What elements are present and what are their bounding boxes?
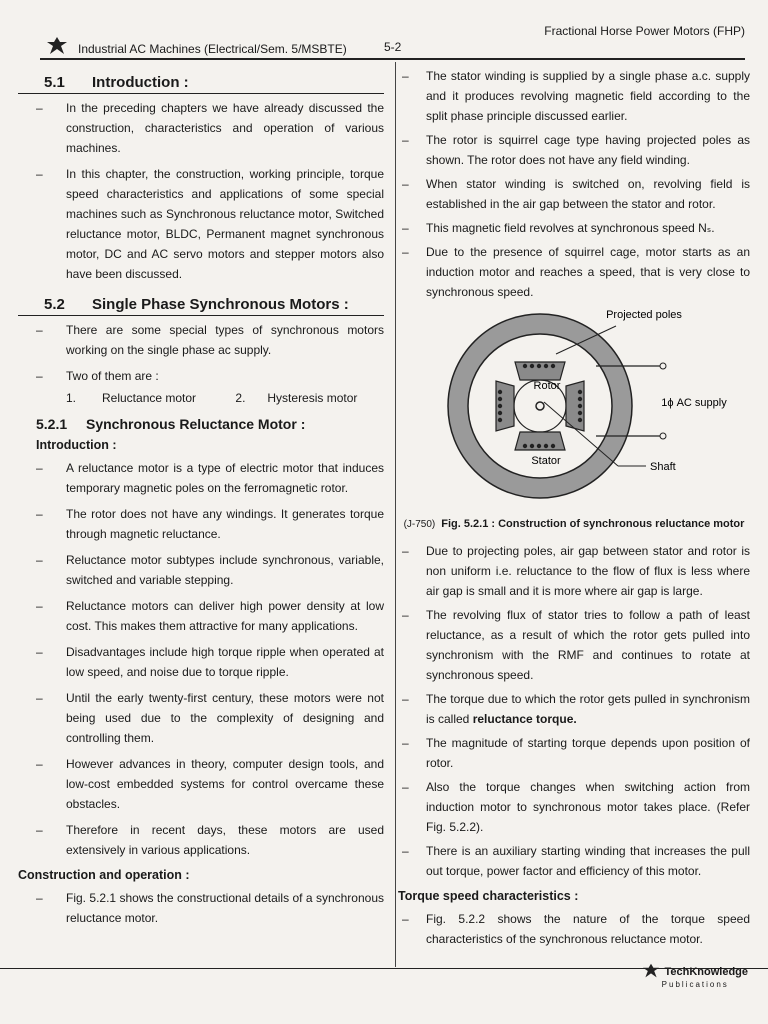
section-5-2-heading: 5.2 Single Phase Synchronous Motors : bbox=[18, 296, 384, 316]
list-item: – Reluctance motors can deliver high power density at low cost. This makes them attractive for many applications. bbox=[18, 596, 384, 636]
figure-5-2-1 bbox=[398, 306, 750, 516]
list-item: – There are some special types of synchronous motors working on the single phase ac supply. bbox=[18, 320, 384, 360]
label-projected-poles: Projected poles bbox=[606, 309, 682, 321]
page-number: 5-2 bbox=[384, 40, 402, 54]
list-item: – Until the early twenty-first century, these motors were not being used due to the complexity of designing and controlling them. bbox=[18, 688, 384, 748]
column-divider bbox=[395, 62, 396, 967]
section-5-2-1-heading: 5.2.1 Synchronous Reluctance Motor : bbox=[36, 416, 306, 432]
reluctance-motor-diagram bbox=[398, 306, 750, 516]
list-item: – Two of them are : bbox=[18, 366, 384, 386]
construction-heading: Construction and operation : bbox=[18, 868, 190, 882]
list-item: – A reluctance motor is a type of electric motor that induces temporary magnetic poles on the ferromagnetic rotor. bbox=[18, 458, 384, 498]
publisher-brand-icon bbox=[642, 963, 660, 979]
list-item: – In this chapter, the construction, working principle, torque speed characteristics and applications of some special machines such as Synchronous reluctance motor, Switched reluctance motor, BLDC, Permanent magnet synchronous motor, DC and AC servo motors and stepper motors also have been discussed. bbox=[18, 164, 384, 284]
book-title: Industrial AC Machines (Electrical/Sem. 5/MSBTE) bbox=[78, 42, 347, 56]
label-shaft: Shaft bbox=[650, 461, 676, 473]
chapter-title: Fractional Horse Power Motors (FHP) bbox=[544, 24, 745, 38]
list-item: – The rotor is squirrel cage type having projected poles as shown. The rotor does not have any field winding. bbox=[398, 130, 750, 170]
list-item: – Fig. 5.2.1 shows the constructional details of a synchronous reluctance motor. bbox=[18, 888, 384, 928]
publisher-brand: TechKnowledge Publications bbox=[642, 962, 748, 989]
list-item: – Disadvantages include high torque ripple when operated at low speed, and noise due to torque ripple. bbox=[18, 642, 384, 682]
list-item: – Due to the presence of squirrel cage, motor starts as an induction motor and reaches a speed, that is very close to synchronous speed. bbox=[398, 242, 750, 302]
list-item: – The rotor does not have any windings. It generates torque through magnetic reluctance. bbox=[18, 504, 384, 544]
list-item: – In the preceding chapters we have already discussed the construction, characteristics and operation of various machines. bbox=[18, 98, 384, 158]
torque-speed-heading: Torque speed characteristics : bbox=[398, 889, 579, 903]
list-item: – However advances in theory, computer design tools, and low-cost embedded systems for control overcame these obstacles. bbox=[18, 754, 384, 814]
introduction-heading: Introduction : bbox=[36, 438, 117, 452]
section-5-1-heading: 5.1 Introduction : bbox=[18, 74, 384, 94]
list-item: – The magnitude of starting torque depends upon position of rotor. bbox=[398, 733, 750, 773]
page-header bbox=[40, 22, 745, 62]
label-stator: Stator bbox=[531, 455, 561, 467]
motor-types: 1. Reluctance motor 2. Hysteresis motor bbox=[66, 391, 358, 405]
label-rotor: Rotor bbox=[533, 380, 561, 392]
list-item: – Also the torque changes when switching action from induction motor to synchronous motor takes place. (Refer Fig. 5.2.2). bbox=[398, 777, 750, 837]
list-item: – Therefore in recent days, these motors are used extensively in various applications. bbox=[18, 820, 384, 860]
list-item: – Due to projecting poles, air gap between stator and rotor is non uniform i.e. reluctance to the flow of flux is less where air gap is small and it is more where air gap is large. bbox=[398, 541, 750, 601]
list-item: – Fig. 5.2.2 shows the nature of the torque speed characteristics of the synchronous reluctance motor. bbox=[398, 909, 750, 949]
right-column bbox=[398, 66, 750, 953]
list-item: – Reluctance motor subtypes include synchronous, variable, switched and variable stepping. bbox=[18, 550, 384, 590]
publisher-logo-icon bbox=[46, 36, 68, 56]
left-column bbox=[18, 66, 384, 934]
label-supply: 1ϕ AC supply bbox=[661, 397, 727, 409]
list-item: – The stator winding is supplied by a single phase a.c. supply and it produces revolving magnetic field according to the split phase principle discussed earlier. bbox=[398, 66, 750, 126]
list-item: – There is an auxiliary starting winding that increases the pull out torque, power factor and efficiency of this motor. bbox=[398, 841, 750, 881]
shaft-circle bbox=[536, 402, 544, 410]
figure-caption: (J-750) Fig. 5.2.1 : Construction of synchronous reluctance motor bbox=[403, 518, 745, 530]
list-item: – The revolving flux of stator tries to follow a path of least reluctance, as a result of which the rotor gets pulled into synchronism with the RMF and continues to rotate at synchronous speed. bbox=[398, 605, 750, 685]
list-item: – The torque due to which the rotor gets pulled in synchronism is called reluctance torque. bbox=[398, 689, 750, 729]
list-item: – When stator winding is switched on, revolving field is established in the air gap between the stator and rotor. bbox=[398, 174, 750, 214]
header-rule bbox=[40, 58, 745, 60]
list-item: – This magnetic field revolves at synchronous speed Nₛ. bbox=[398, 218, 750, 238]
